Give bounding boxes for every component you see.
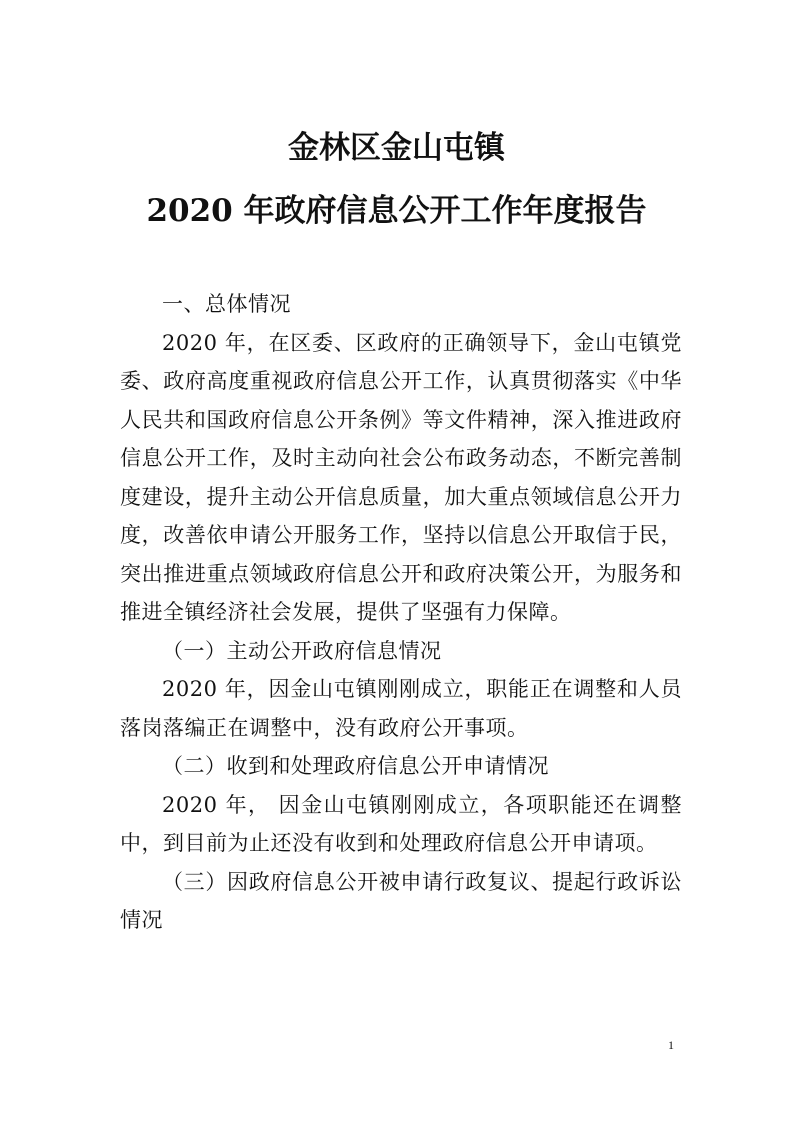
subsection-2-paragraph: 2020 年， 因金山屯镇刚刚成立，各项职能还在调整中，到目前为止还没有收到和处理政府信息公开申请项。 [120, 792, 682, 855]
document-body [120, 285, 682, 940]
subsection-3-heading: （三）因政府信息公开被申请行政复议、提起行政诉讼情况 [120, 869, 682, 932]
subsection-1-heading: （一）主动公开政府信息情况 [162, 638, 442, 663]
document-title-line1: 金林区金山屯镇 [288, 130, 505, 166]
section-heading-overall: 一、总体情况 [162, 292, 291, 316]
subsection-1-paragraph: 2020 年，因金山屯镇刚刚成立，职能正在调整和人员落岗落编正在调整中，没有政府公开事项。 [120, 677, 682, 740]
subsection-2-heading: （二）收到和处理政府信息公开申请情况 [162, 754, 549, 778]
page-number: 1 [668, 1038, 674, 1052]
overall-paragraph: 2020 年，在区委、区政府的正确领导下，金山屯镇党委、政府高度重视政府信息公开工作，认真贯彻落实《中华人民共和国政府信息公开条例》等文件精神，深入推进政府信息公开工作，及时主动向社会公布政务动态，不断完善制度建设，提升主动公开信息质量，加大重点领域信息公开力度，改善依申请公开服务工作，坚持以信息公开取信于民，突出推进重点领域政府信息公开和政府决策公开，为服务和推进全镇经济社会发展，提供了坚强有力保障。 [120, 330, 682, 624]
document-title-line2: 2020 年政府信息公开工作年度报告 [146, 193, 647, 229]
